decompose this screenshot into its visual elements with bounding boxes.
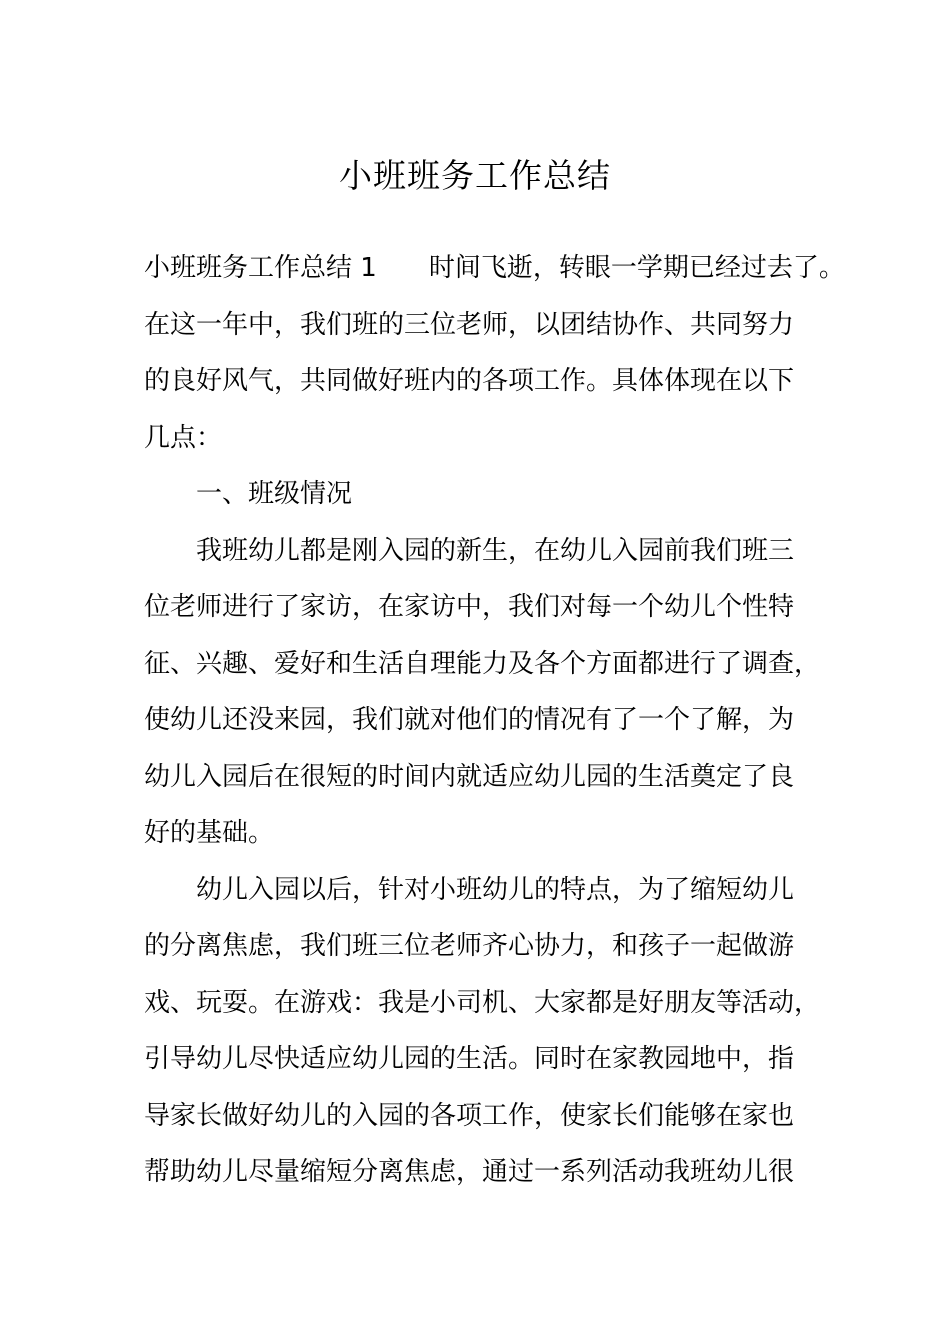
paragraph-line: 戏、玩耍。在游戏：我是小司机、大家都是好朋友等活动， [144,987,821,1018]
paragraph-line: 征、兴趣、爱好和生活自理能力及各个方面都进行了调查， [144,648,821,679]
paragraph-separation-anxiety [144,862,824,1201]
paragraph-line: 幼儿入园以后，针对小班幼儿的特点，为了缩短幼儿 [196,874,795,905]
document-title: 小班班务工作总结 [339,156,611,195]
paragraph-line: 的分离焦虑，我们班三位老师齐心协力，和孩子一起做游 [144,931,795,961]
paragraph-line: 导家长做好幼儿的入园的各项工作，使家长们能够在家也 [144,1100,795,1131]
section-heading-text: 一、班级情况 [196,479,353,509]
paragraph-line: 幼儿入园后在很短的时间内就适应幼儿园的生活奠定了良 [144,761,795,792]
paragraph-class-situation [144,523,824,862]
intro-heading: 小班班务工作总结 1 [144,253,377,283]
paragraph-line: 引导幼儿尽快适应幼儿园的生活。同时在家教园地中，指 [144,1044,795,1074]
document-body [144,240,845,1201]
intro-line: 时间飞逝，转眼一学期已经过去了。 [428,253,845,283]
paragraph-line: 好的基础。 [144,818,275,848]
intro-paragraph [144,240,845,466]
intro-line: 几点： [144,422,223,453]
intro-line: 的良好风气，共同做好班内的各项工作。具体体现在以下 [144,366,795,396]
intro-line: 在这一年中，我们班的三位老师，以团结协作、共同努力 [144,309,795,340]
paragraph-line: 位老师进行了家访，在家访中，我们对每一个幼儿个性特 [144,592,795,622]
paragraph-line: 我班幼儿都是刚入园的新生，在幼儿入园前我们班三 [196,535,795,566]
section-heading [144,466,824,523]
paragraph-line: 使幼儿还没来园，我们就对他们的情况有了一个了解，为 [144,705,795,735]
paragraph-line: 帮助幼儿尽量缩短分离焦虑，通过一系列活动我班幼儿很 [144,1157,795,1187]
intro-first-line [144,240,845,297]
